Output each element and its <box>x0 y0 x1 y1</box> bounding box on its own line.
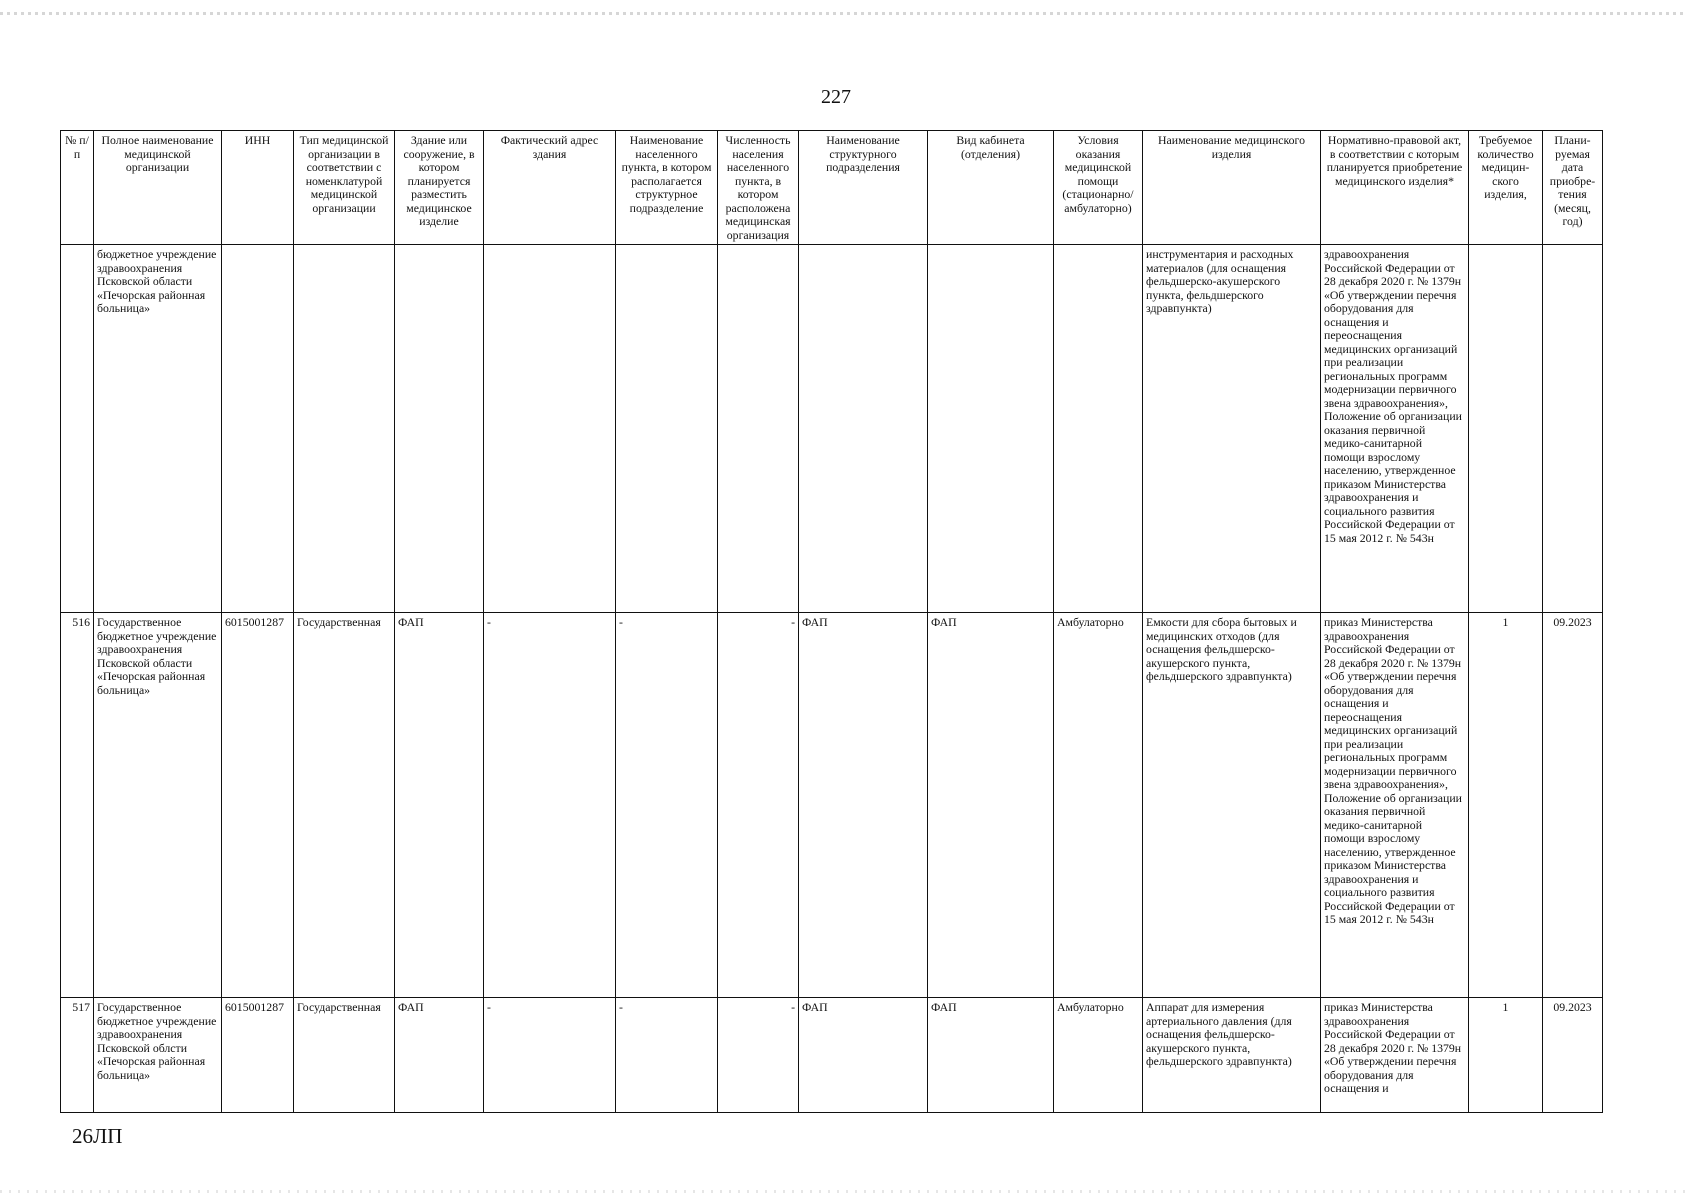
cell-quantity: 1 <box>1469 613 1543 998</box>
cell-date: 09.2023 <box>1543 613 1603 998</box>
cell-legal-act: приказ Министерства здравоохранения Российской Федерации от 28 декабря 2020 г. № 1379н «Об утверждении перечня оборудования для оснащения и переоснащения медицинских организаций при реализации региональных программ модернизации первичного звена здравоохранения», Положение об организации оказания первичной медико-санитарной помощи взрослому населению, утвержденное приказом Министерства здравоохранения и социального развития Российской Федерации от 15 мая 2012 г. № 543н <box>1321 613 1469 998</box>
header-building: Здание или сооружение, в котором планируется разместить медицинское изделие <box>395 131 484 245</box>
cell-locality: - <box>616 998 718 1113</box>
cell-org-type <box>294 245 395 613</box>
cell-address: - <box>484 998 616 1113</box>
cell-num: 516 <box>61 613 94 998</box>
cell-building: ФАП <box>395 613 484 998</box>
header-office: Вид кабинета (отделения) <box>928 131 1054 245</box>
header-unit: Наименование структурного подразделения <box>799 131 928 245</box>
scan-edge-top <box>0 12 1686 15</box>
header-org-type: Тип медицинской организации в соответствии с номенклатурой медицинской организации <box>294 131 395 245</box>
cell-org: бюджетное учреждение здравоохранения Псковской области «Печорская районная больница» <box>94 245 222 613</box>
cell-date <box>1543 245 1603 613</box>
cell-office: ФАП <box>928 613 1054 998</box>
header-conditions: Условия оказания медицинской помощи (стационарно/ амбулаторно) <box>1054 131 1143 245</box>
table-row <box>61 613 1603 998</box>
cell-unit: ФАП <box>799 613 928 998</box>
cell-address: - <box>484 613 616 998</box>
cell-quantity: 1 <box>1469 998 1543 1113</box>
cell-unit: ФАП <box>799 998 928 1113</box>
header-org: Полное наименование медицинской организации <box>94 131 222 245</box>
scan-edge-bottom <box>0 1190 1686 1193</box>
cell-num: 517 <box>61 998 94 1113</box>
table-row <box>61 998 1603 1113</box>
cell-inn: 6015001287 <box>222 613 294 998</box>
cell-quantity <box>1469 245 1543 613</box>
header-date: Плани-руемая дата приобре-тения (месяц, год) <box>1543 131 1603 245</box>
equipment-table <box>60 130 1603 1113</box>
table-row <box>61 245 1603 613</box>
cell-org: Государственное бюджетное учреждение здравоохранения Псковской области «Печорская районная больница» <box>94 613 222 998</box>
cell-unit <box>799 245 928 613</box>
header-address: Фактический адрес здания <box>484 131 616 245</box>
cell-locality: - <box>616 613 718 998</box>
cell-org-type: Государственная <box>294 998 395 1113</box>
cell-building <box>395 245 484 613</box>
header-legal-act: Нормативно-правовой акт, в соответствии с которым планируется приобретение медицинского изделия* <box>1321 131 1469 245</box>
header-population: Численность населения населенного пункта, в котором расположена медицинская организация <box>718 131 799 245</box>
cell-device: Емкости для сбора бытовых и медицинских отходов (для оснащения фельдшерско-акушерского пункта, фельдшерского здравпункта) <box>1143 613 1321 998</box>
cell-conditions: Амбулаторно <box>1054 613 1143 998</box>
header-locality: Наименование населенного пункта, в котором располагается структурное подразделение <box>616 131 718 245</box>
cell-date: 09.2023 <box>1543 998 1603 1113</box>
cell-population: - <box>718 613 799 998</box>
cell-office: ФАП <box>928 998 1054 1113</box>
table-header-row <box>61 131 1603 245</box>
page-number: 227 <box>821 86 851 108</box>
cell-conditions: Амбулаторно <box>1054 998 1143 1113</box>
cell-population: - <box>718 998 799 1113</box>
cell-num <box>61 245 94 613</box>
cell-device: инструментария и расходных материалов (для оснащения фельдшерско-акушерского пункта, фельдшерского здравпункта) <box>1143 245 1321 613</box>
cell-conditions <box>1054 245 1143 613</box>
cell-population <box>718 245 799 613</box>
cell-org: Государственное бюджетное учреждение здравоохранения Псковской облсти «Печорская районная больница» <box>94 998 222 1113</box>
cell-org-type: Государственная <box>294 613 395 998</box>
cell-locality <box>616 245 718 613</box>
header-device: Наименование медицинского изделия <box>1143 131 1321 245</box>
cell-legal-act: приказ Министерства здравоохранения Российской Федерации от 28 декабря 2020 г. № 1379н «Об утверждении перечня оборудования для оснащения и <box>1321 998 1469 1113</box>
header-quantity: Требуемое количество медицин-ского изделия, <box>1469 131 1543 245</box>
cell-office <box>928 245 1054 613</box>
cell-legal-act: здравоохранения Российской Федерации от 28 декабря 2020 г. № 1379н «Об утверждении перечня оборудования для оснащения и переоснащения медицинских организаций при реализации региональных программ модернизации первичного звена здравоохранения», Положение об организации оказания первичной медико-санитарной помощи взрослому населению, утвержденное приказом Министерства здравоохранения и социального развития Российской Федерации от 15 мая 2012 г. № 543н <box>1321 245 1469 613</box>
cell-building: ФАП <box>395 998 484 1113</box>
cell-inn <box>222 245 294 613</box>
cell-address <box>484 245 616 613</box>
cell-device: Аппарат для измерения артериального давления (для оснащения фельдшерско-акушерского пункта, фельдшерского здравпункта) <box>1143 998 1321 1113</box>
cell-inn: 6015001287 <box>222 998 294 1113</box>
footer-code: 26ЛП <box>72 1124 123 1148</box>
header-num: № п/п <box>61 131 94 245</box>
header-inn: ИНН <box>222 131 294 245</box>
